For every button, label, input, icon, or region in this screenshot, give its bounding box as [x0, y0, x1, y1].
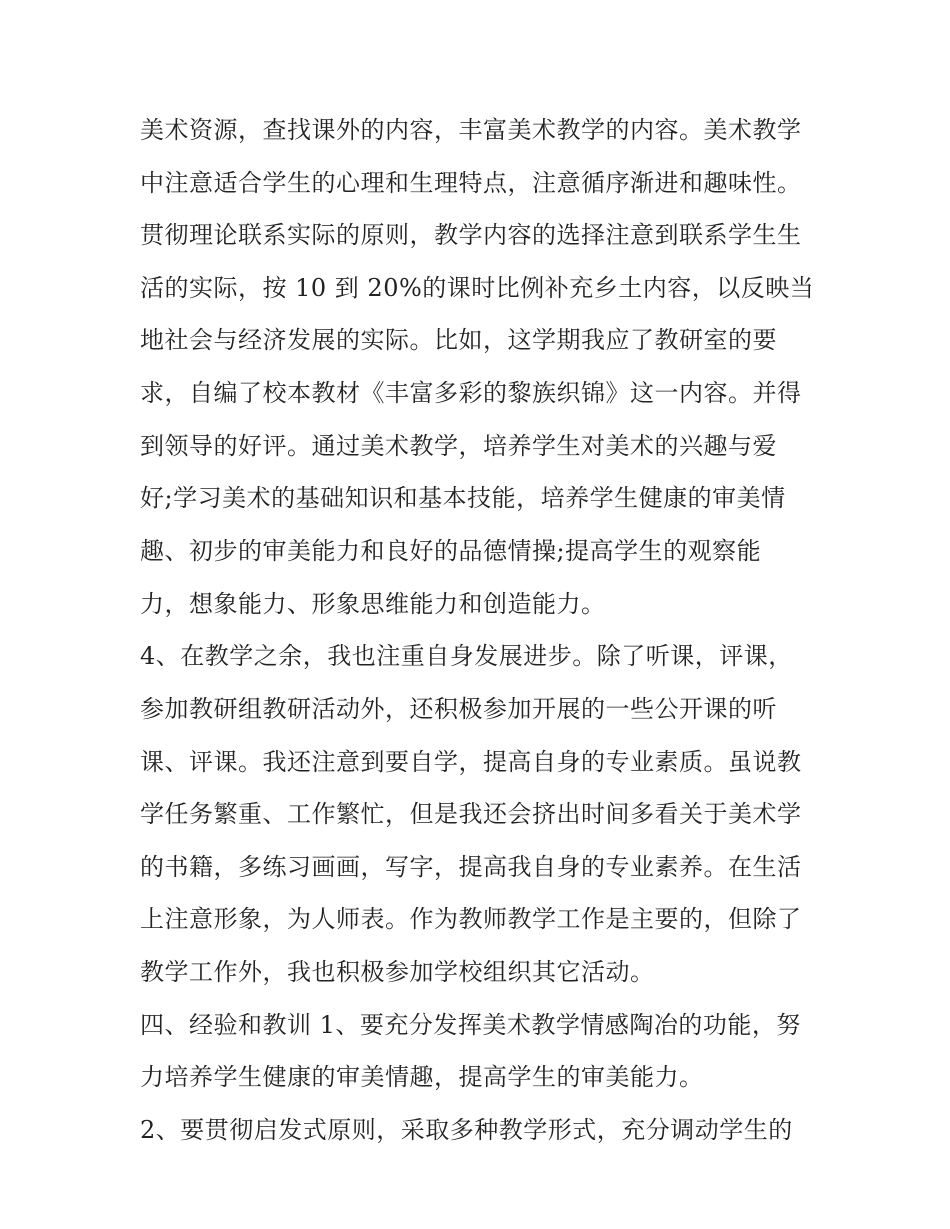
text-line: 到领导的好评。通过美术教学，培养学生对美术的兴趣与爱	[140, 432, 777, 460]
text-line: 力培养学生健康的审美情趣，提高学生的审美能力。	[140, 1063, 704, 1091]
text-line: 求，自编了校本教材《丰富多彩的黎族织锦》这一内容。并得	[140, 379, 802, 407]
text-line: 四、经验和教训 1、要充分发挥美术教学情感陶冶的功能，努	[140, 1011, 801, 1039]
text-line: 教学工作外，我也积极参加学校组织其它活动。	[140, 958, 655, 986]
text-line: 上注意形象，为人师表。作为教师教学工作是主要的，但除了	[140, 905, 802, 933]
text-line: 学任务繁重、工作繁忙，但是我还会挤出时间多看关于美术学	[140, 800, 802, 828]
text-line: 的书籍，多练习画画，写字，提高我自身的专业素养。在生活	[140, 853, 802, 881]
text-line: 参加教研组教研活动外，还积极参加开展的一些公开课的听	[140, 695, 777, 723]
text-line: 美术资源，查找课外的内容，丰富美术教学的内容。美术教学	[140, 116, 802, 144]
text-line: 好;学习美术的基础知识和基本技能，培养学生健康的审美情	[140, 484, 786, 512]
text-line: 课、评课。我还注意到要自学，提高自身的专业素质。虽说教	[140, 748, 802, 776]
text-line: 活的实际，按 10 到 20%的课时比例补充乡土内容，以反映当	[140, 274, 815, 302]
text-line: 4、在教学之余，我也注重自身发展进步。除了听课，评课，	[140, 642, 793, 670]
text-line: 2、要贯彻启发式原则，采取多种教学形式，充分调动学生的	[140, 1116, 793, 1144]
text-line: 力，想象能力、形象思维能力和创造能力。	[140, 590, 606, 618]
text-line: 中注意适合学生的心理和生理特点，注意循序渐进和趣味性。	[140, 169, 802, 197]
text-line: 趣、初步的审美能力和良好的品德情操;提高学生的观察能	[140, 537, 762, 565]
text-line: 贯彻理论联系实际的原则，教学内容的选择注意到联系学生生	[140, 221, 802, 249]
text-line: 地社会与经济发展的实际。比如，这学期我应了教研室的要	[140, 326, 777, 354]
